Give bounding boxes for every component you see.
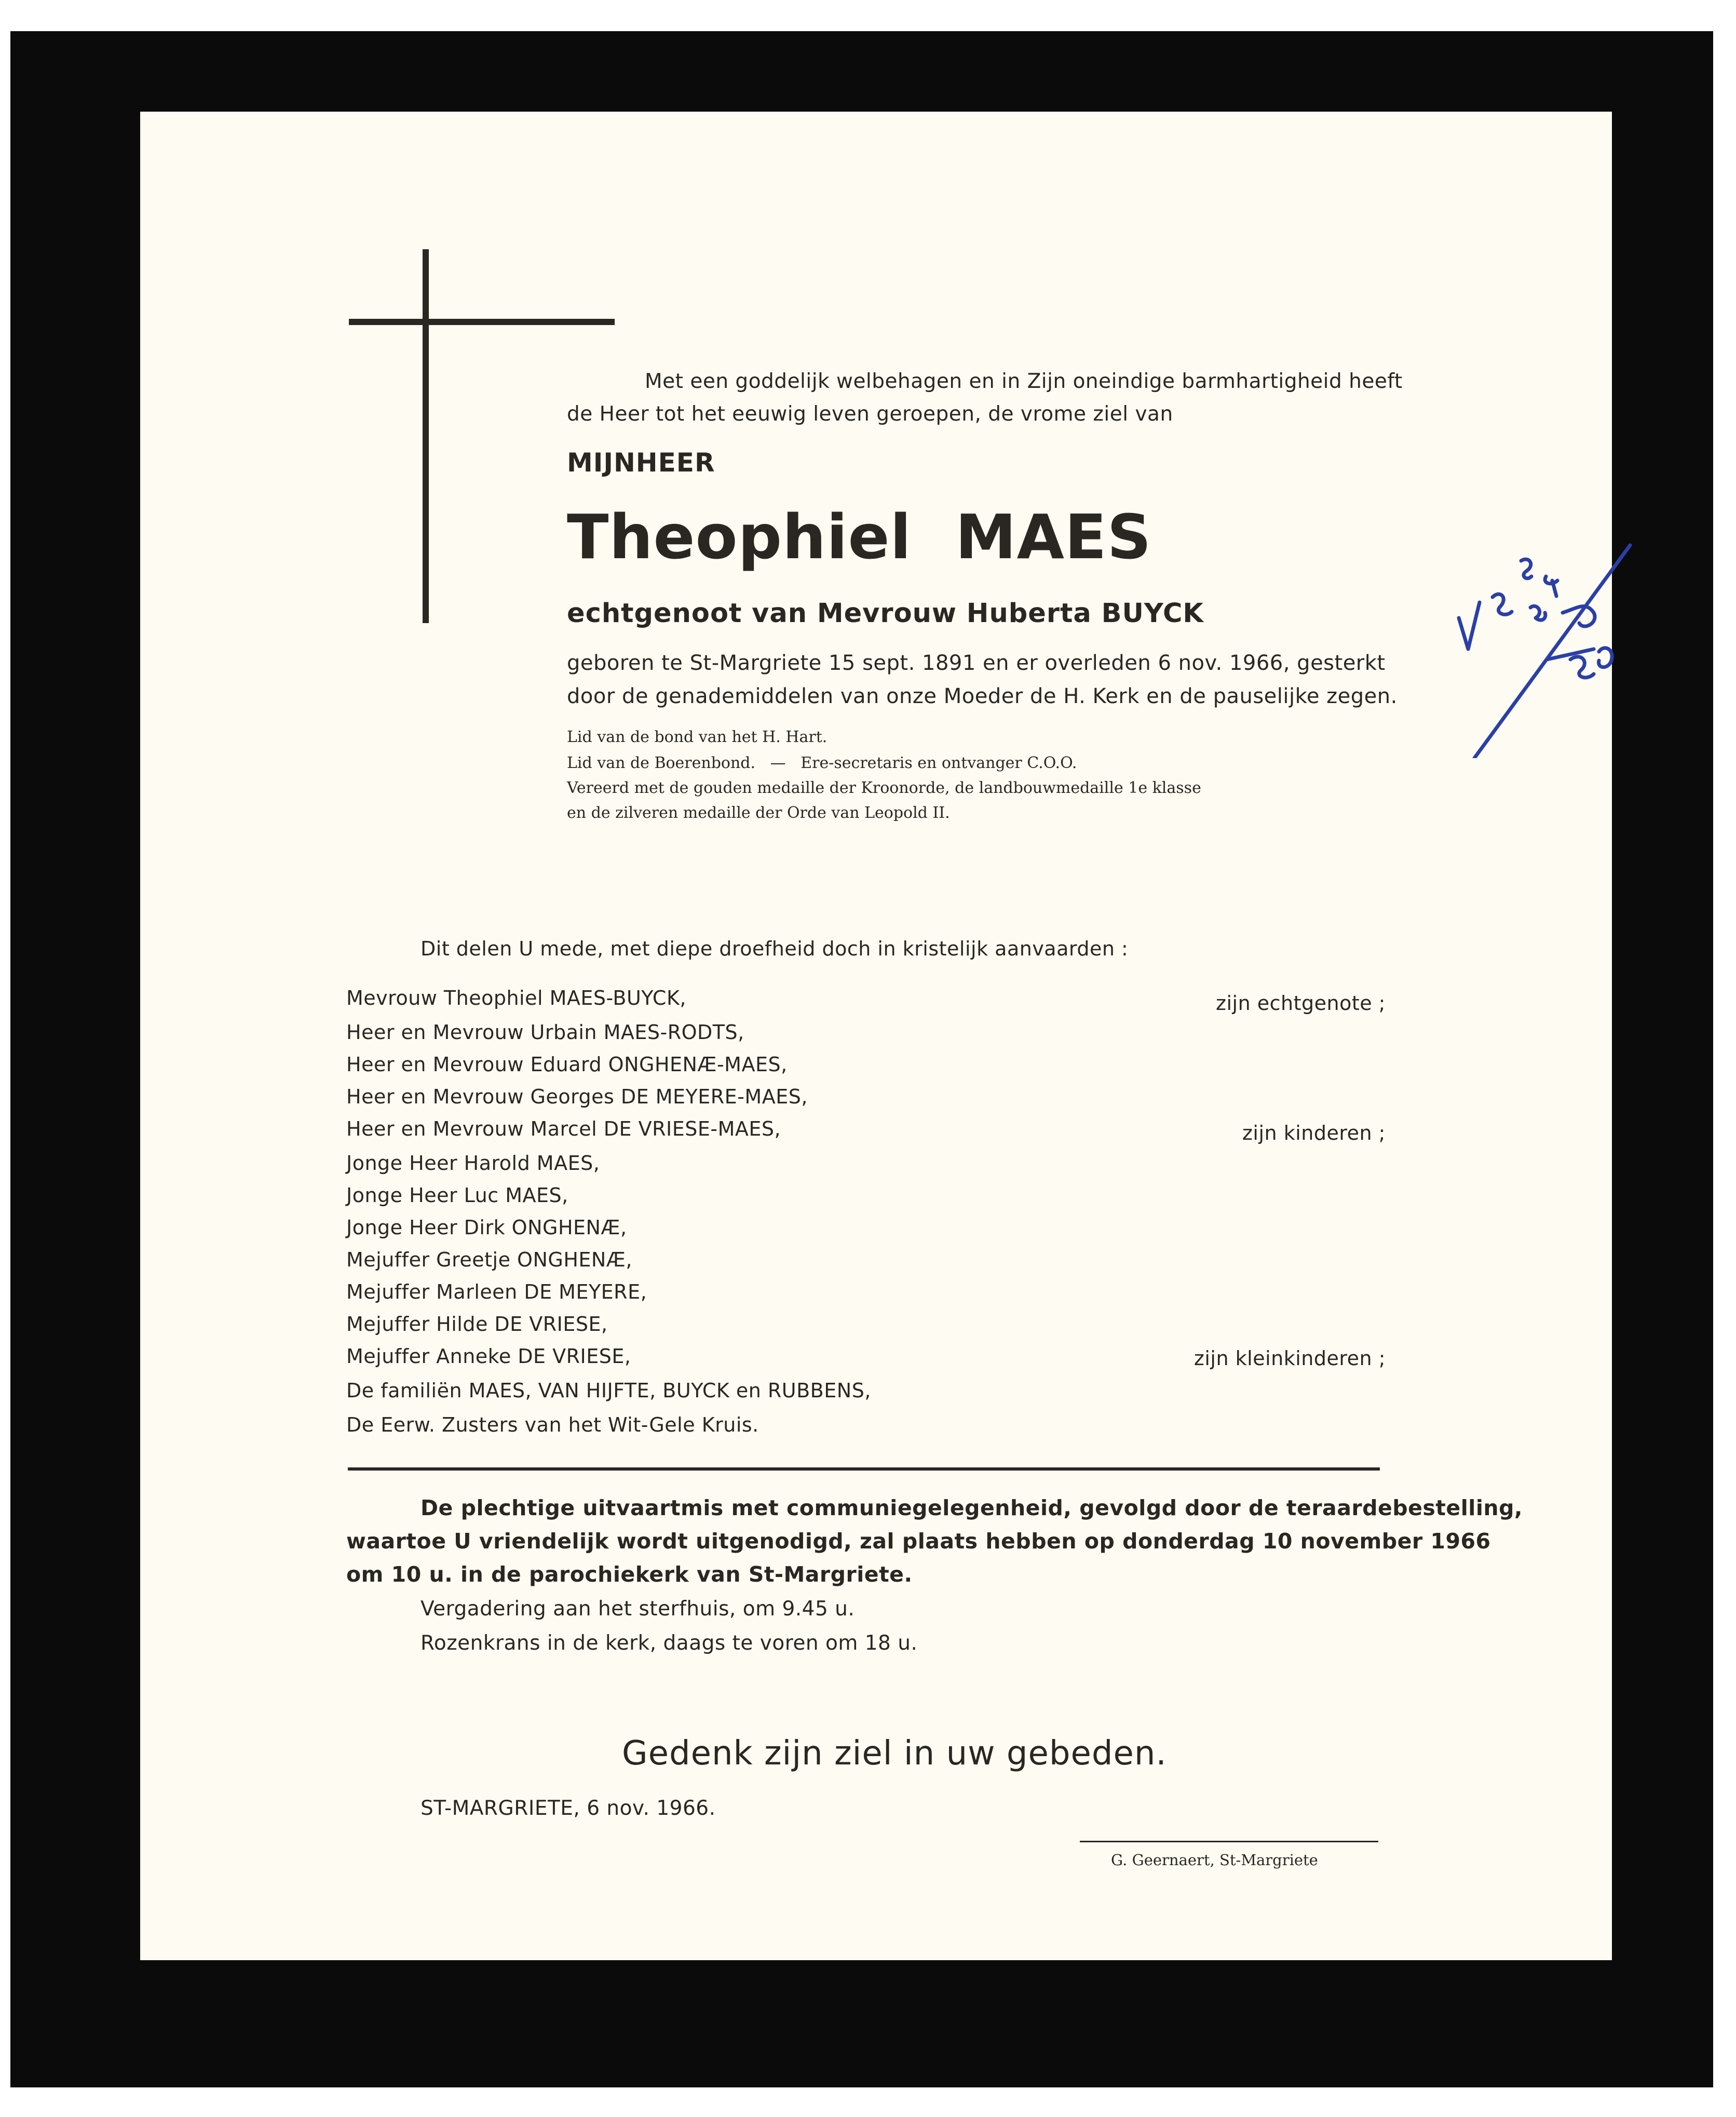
closing-prayer: Gedenk zijn ziel in uw gebeden. xyxy=(622,1734,1167,1773)
relation-children: zijn kinderen ; xyxy=(1242,1122,1386,1144)
title-mijnheer: MIJNHEER xyxy=(567,448,715,478)
mourner-name: Heer en Mevrouw Eduard ONGHENÆ-MAES, xyxy=(346,1053,788,1076)
mourner-name: De familiën MAES, VAN HIJFTE, BUYCK en RUBBENS, xyxy=(346,1379,871,1402)
spouse-line: echtgenoot van Mevrouw Huberta BUYCK xyxy=(567,598,1204,629)
mourners-intro: Dit delen U mede, met diepe droefheid doch in kristelijk aanvaarden : xyxy=(421,937,1129,960)
printer-credit: G. Geernaert, St-Margriete xyxy=(1111,1851,1318,1869)
mourner-name: Jonge Heer Harold MAES, xyxy=(346,1152,600,1175)
place-date: ST-MARGRIETE, 6 nov. 1966. xyxy=(421,1797,716,1820)
service-line-1: De plechtige uitvaartmis met communiegelegenheid, gevolgd door de teraardebestelling, xyxy=(421,1495,1523,1520)
handwritten-annotation xyxy=(1443,540,1640,758)
intro-line-1: Met een goddelijk welbehagen en in Zijn oneindige barmhartigheid heeft xyxy=(645,370,1403,393)
relation-grandchildren: zijn kleinkinderen ; xyxy=(1194,1347,1386,1370)
membership-line: Lid van de bond van het H. Hart. xyxy=(567,728,828,746)
mourner-name: Jonge Heer Dirk ONGHENÆ, xyxy=(346,1216,627,1239)
mourner-name: De Eerw. Zusters van het Wit-Gele Kruis. xyxy=(346,1413,759,1436)
service-line-3: om 10 u. in de parochiekerk van St-Margriete. xyxy=(346,1562,913,1587)
deceased-name: Theophiel MAES xyxy=(567,501,1152,573)
relation-spouse: zijn echtgenote ; xyxy=(1216,992,1386,1015)
mourner-name: Mejuffer Anneke DE VRIESE, xyxy=(346,1345,631,1368)
membership-line: Vereerd met de gouden medaille der Kroonorde, de landbouwmedaille 1e klasse xyxy=(567,779,1201,797)
mourner-name: Jonge Heer Luc MAES, xyxy=(346,1184,568,1207)
service-line-2: waartoe U vriendelijk wordt uitgenodigd, zal plaats hebben op donderdag 10 november 1966 xyxy=(346,1529,1491,1554)
birth-death-line-2: door de genademiddelen van onze Moeder de H. Kerk en de pauselijke zegen. xyxy=(567,684,1398,708)
cross-icon-bar xyxy=(349,319,615,325)
mourner-name: Mejuffer Marleen DE MEYERE, xyxy=(346,1280,647,1303)
cross-icon xyxy=(423,249,429,623)
printer-rule xyxy=(1080,1841,1378,1842)
mourner-name: Mevrouw Theophiel MAES-BUYCK, xyxy=(346,987,686,1009)
membership-line: Lid van de Boerenbond. — Ere-secretaris en ontvanger C.O.O. xyxy=(567,754,1077,772)
birth-death-line-1: geboren te St-Margriete 15 sept. 1891 en er overleden 6 nov. 1966, gesterkt xyxy=(567,651,1386,675)
section-divider xyxy=(348,1467,1380,1471)
mourner-name: Mejuffer Greetje ONGHENÆ, xyxy=(346,1248,632,1271)
intro-line-2: de Heer tot het eeuwig leven geroepen, de vrome ziel van xyxy=(567,402,1173,426)
rosary-line: Rozenkrans in de kerk, daags te voren om 18 u. xyxy=(421,1631,918,1655)
mourner-name: Heer en Mevrouw Georges DE MEYERE-MAES, xyxy=(346,1085,808,1108)
mourner-name: Heer en Mevrouw Urbain MAES-RODTS, xyxy=(346,1021,744,1044)
gathering-line: Vergadering aan het sterfhuis, om 9.45 u. xyxy=(421,1597,855,1621)
membership-line: en de zilveren medaille der Orde van Leopold II. xyxy=(567,804,950,822)
mourner-name: Mejuffer Hilde DE VRIESE, xyxy=(346,1313,608,1336)
mourner-name: Heer en Mevrouw Marcel DE VRIESE-MAES, xyxy=(346,1117,781,1140)
